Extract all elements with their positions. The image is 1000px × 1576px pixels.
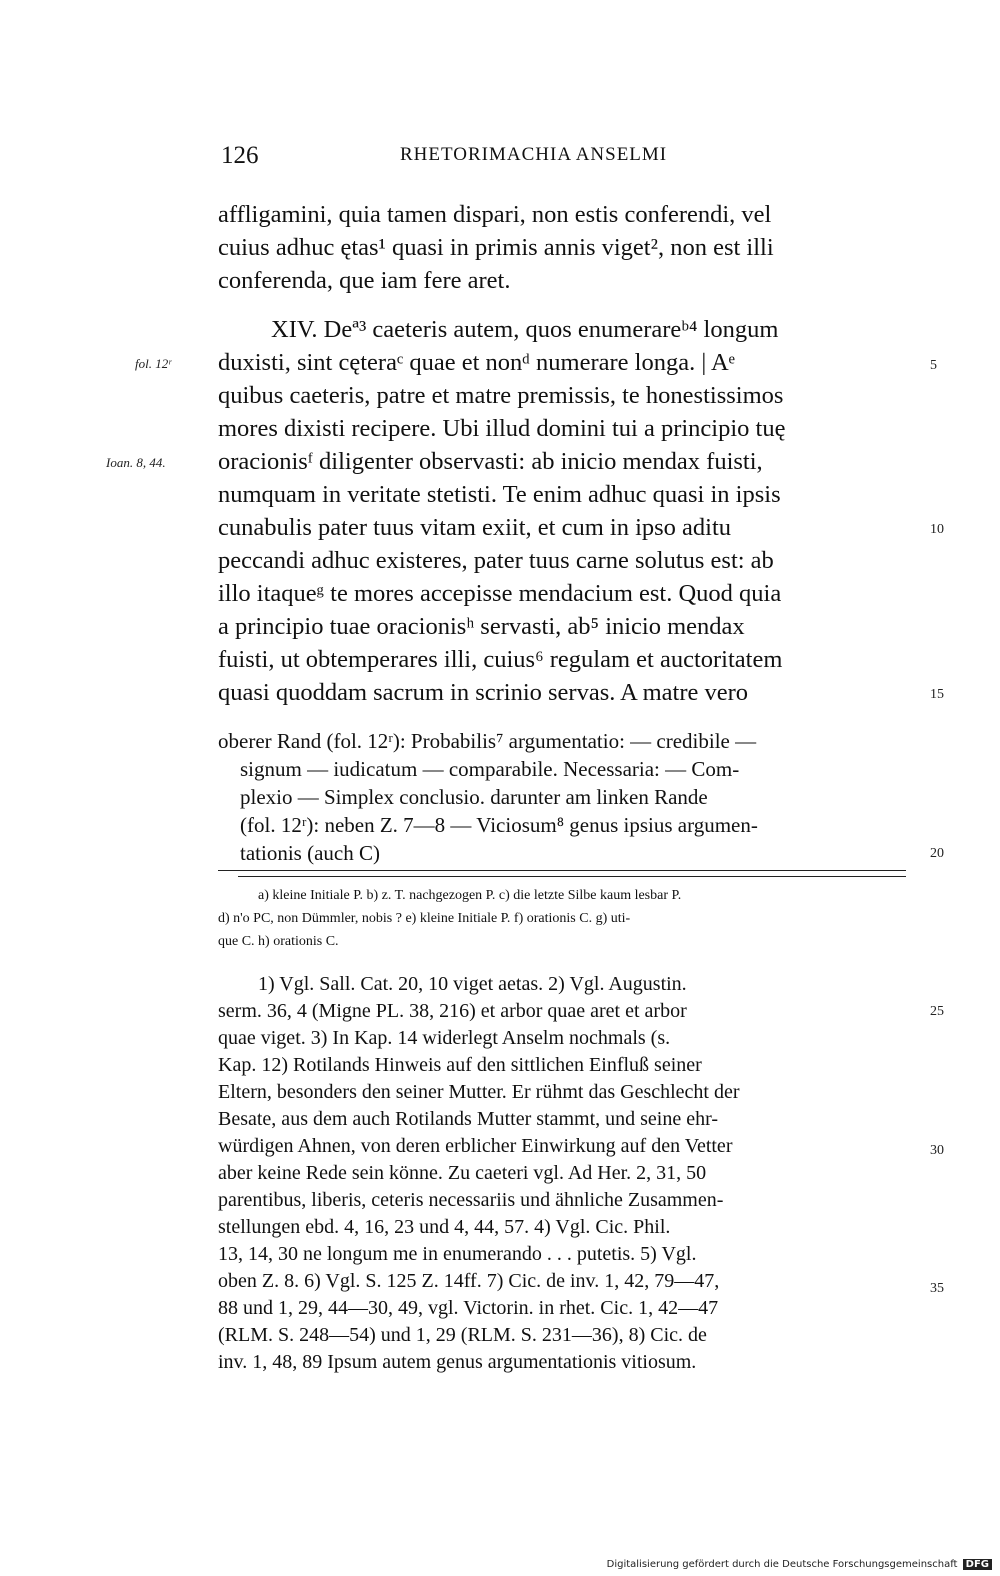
line-number: 10: [930, 522, 944, 537]
footnote-line: serm. 36, 4 (Migne PL. 38, 216) et arbor quae aret et arbor: [218, 1000, 687, 1022]
text-line: cunabulis pater tuus vitam exiit, et cum in ipso aditu: [218, 514, 732, 541]
critical-note-line: (fol. 12ʳ): neben Z. 7—8 — Viciosum⁸ genus ipsius argumen-: [240, 813, 758, 837]
running-title: RHETORIMACHIA ANSELMI: [400, 144, 668, 165]
footnote-line: quae viget. 3) In Kap. 14 widerlegt Anselm nochmals (s.: [218, 1027, 671, 1049]
text-line: quasi quoddam sacrum in scrinio servas. A matre vero: [218, 679, 749, 706]
apparatus-line: a) kleine Initiale P. b) z. T. nachgezogen P. c) die letzte Silbe kaum lesbar P.: [258, 888, 682, 903]
margin-note-reference: Ioan. 8, 44.: [106, 455, 166, 470]
text-line: duxisti, sint cęteraᶜ quae et nonᵈ numerare longa. | Aᵉ: [218, 349, 735, 376]
line-number: 35: [930, 1281, 944, 1296]
footnote-line: inv. 1, 48, 89 Ipsum autem genus argumentationis vitiosum.: [218, 1351, 697, 1373]
critical-note-line: oberer Rand (fol. 12ʳ): Probabilis⁷ argumentatio: — credibile —: [218, 729, 757, 753]
critical-note-line: plexio — Simplex conclusio. darunter am linken Rande: [240, 785, 708, 809]
line-number: 25: [930, 1004, 944, 1019]
footnote-line: Eltern, besonders den seiner Mutter. Er rühmt das Geschlecht der: [218, 1081, 740, 1103]
text-line: fuisti, ut obtemperares illi, cuius⁶ regulam et auctoritatem: [218, 646, 783, 673]
text-line: peccandi adhuc existeres, pater tuus carne solutus est: ab: [218, 547, 774, 574]
digitization-credit-text: Digitalisierung gefördert durch die Deutsche Forschungsgemeinschaft: [606, 1559, 958, 1570]
footnote-line: oben Z. 8. 6) Vgl. S. 125 Z. 14ff. 7) Cic. de inv. 1, 42, 79—47,: [218, 1270, 720, 1292]
footnote-line: Besate, aus dem auch Rotilands Mutter stammt, und seine ehr-: [218, 1108, 719, 1130]
text-line: oracionisᶠ diligenter observasti: ab inicio mendax fuisti,: [218, 448, 763, 475]
critical-note-line: tationis (auch C): [240, 841, 380, 865]
line-number: 5: [930, 358, 937, 373]
line-number: 20: [930, 846, 944, 861]
footnote-line: aber keine Rede sein könne. Zu caeteri vgl. Ad Her. 2, 31, 50: [218, 1162, 707, 1184]
footnote-line: 88 und 1, 29, 44—30, 49, vgl. Victorin. in rhet. Cic. 1, 42—47: [218, 1297, 719, 1319]
text-line: numquam in veritate stetisti. Te enim adhuc quasi in ipsis: [218, 481, 781, 508]
footnote-line: (RLM. S. 248—54) und 1, 29 (RLM. S. 231—36), 8) Cic. de: [218, 1324, 707, 1346]
footnote-line: würdigen Ahnen, von deren erblicher Einwirkung auf den Vetter: [218, 1135, 733, 1157]
page-number: 126: [221, 142, 259, 169]
text-line: illo itaqueᵍ te mores accepisse mendacium est. Quod quia: [218, 580, 782, 607]
critical-note-line: signum — iudicatum — comparabile. Necessaria: — Com-: [240, 757, 740, 781]
separator-rule: [238, 876, 906, 877]
text-line: affligamini, quia tamen dispari, non estis conferendi, vel: [218, 201, 772, 228]
footnote-line: parentibus, liberis, ceteris necessariis und ähnliche Zusammen-: [218, 1189, 724, 1211]
digitization-credit: [607, 1559, 992, 1570]
text-line: a principio tuae oracionisʰ servasti, ab⁵ inicio mendax: [218, 613, 745, 640]
line-number: 15: [930, 687, 944, 702]
apparatus-line: que C. h) orationis C.: [218, 934, 339, 949]
footnote-line: 1) Vgl. Sall. Cat. 20, 10 viget aetas. 2) Vgl. Augustin.: [258, 973, 687, 995]
text-line: quibus caeteris, patre et matre premissis, te honestissimos: [218, 382, 784, 409]
line-number: 30: [930, 1143, 944, 1158]
separator-rule: [218, 870, 906, 871]
footnote-line: 13, 14, 30 ne longum me in enumerando . . . putetis. 5) Vgl.: [218, 1243, 697, 1265]
text-line: conferenda, que iam fere aret.: [218, 267, 511, 294]
text-line: cuius adhuc ętas¹ quasi in primis annis viget², non est illi: [218, 234, 774, 261]
dfg-logo: DFG: [963, 1559, 992, 1570]
margin-note-folio: fol. 12ʳ: [135, 356, 172, 371]
footnote-line: Kap. 12) Rotilands Hinweis auf den sittlichen Einfluß seiner: [218, 1054, 702, 1076]
apparatus-line: d) n'o PC, non Dümmler, nobis ? e) kleine Initiale P. f) orationis C. g) uti-: [218, 911, 631, 926]
text-line: XIV. Deª³ caeteris autem, quos enumerareᵇ⁴ longum: [271, 316, 779, 343]
footnote-line: stellungen ebd. 4, 16, 23 und 4, 44, 57. 4) Vgl. Cic. Phil.: [218, 1216, 671, 1238]
text-line: mores dixisti recipere. Ubi illud domini tui a principio tuę: [218, 415, 786, 442]
